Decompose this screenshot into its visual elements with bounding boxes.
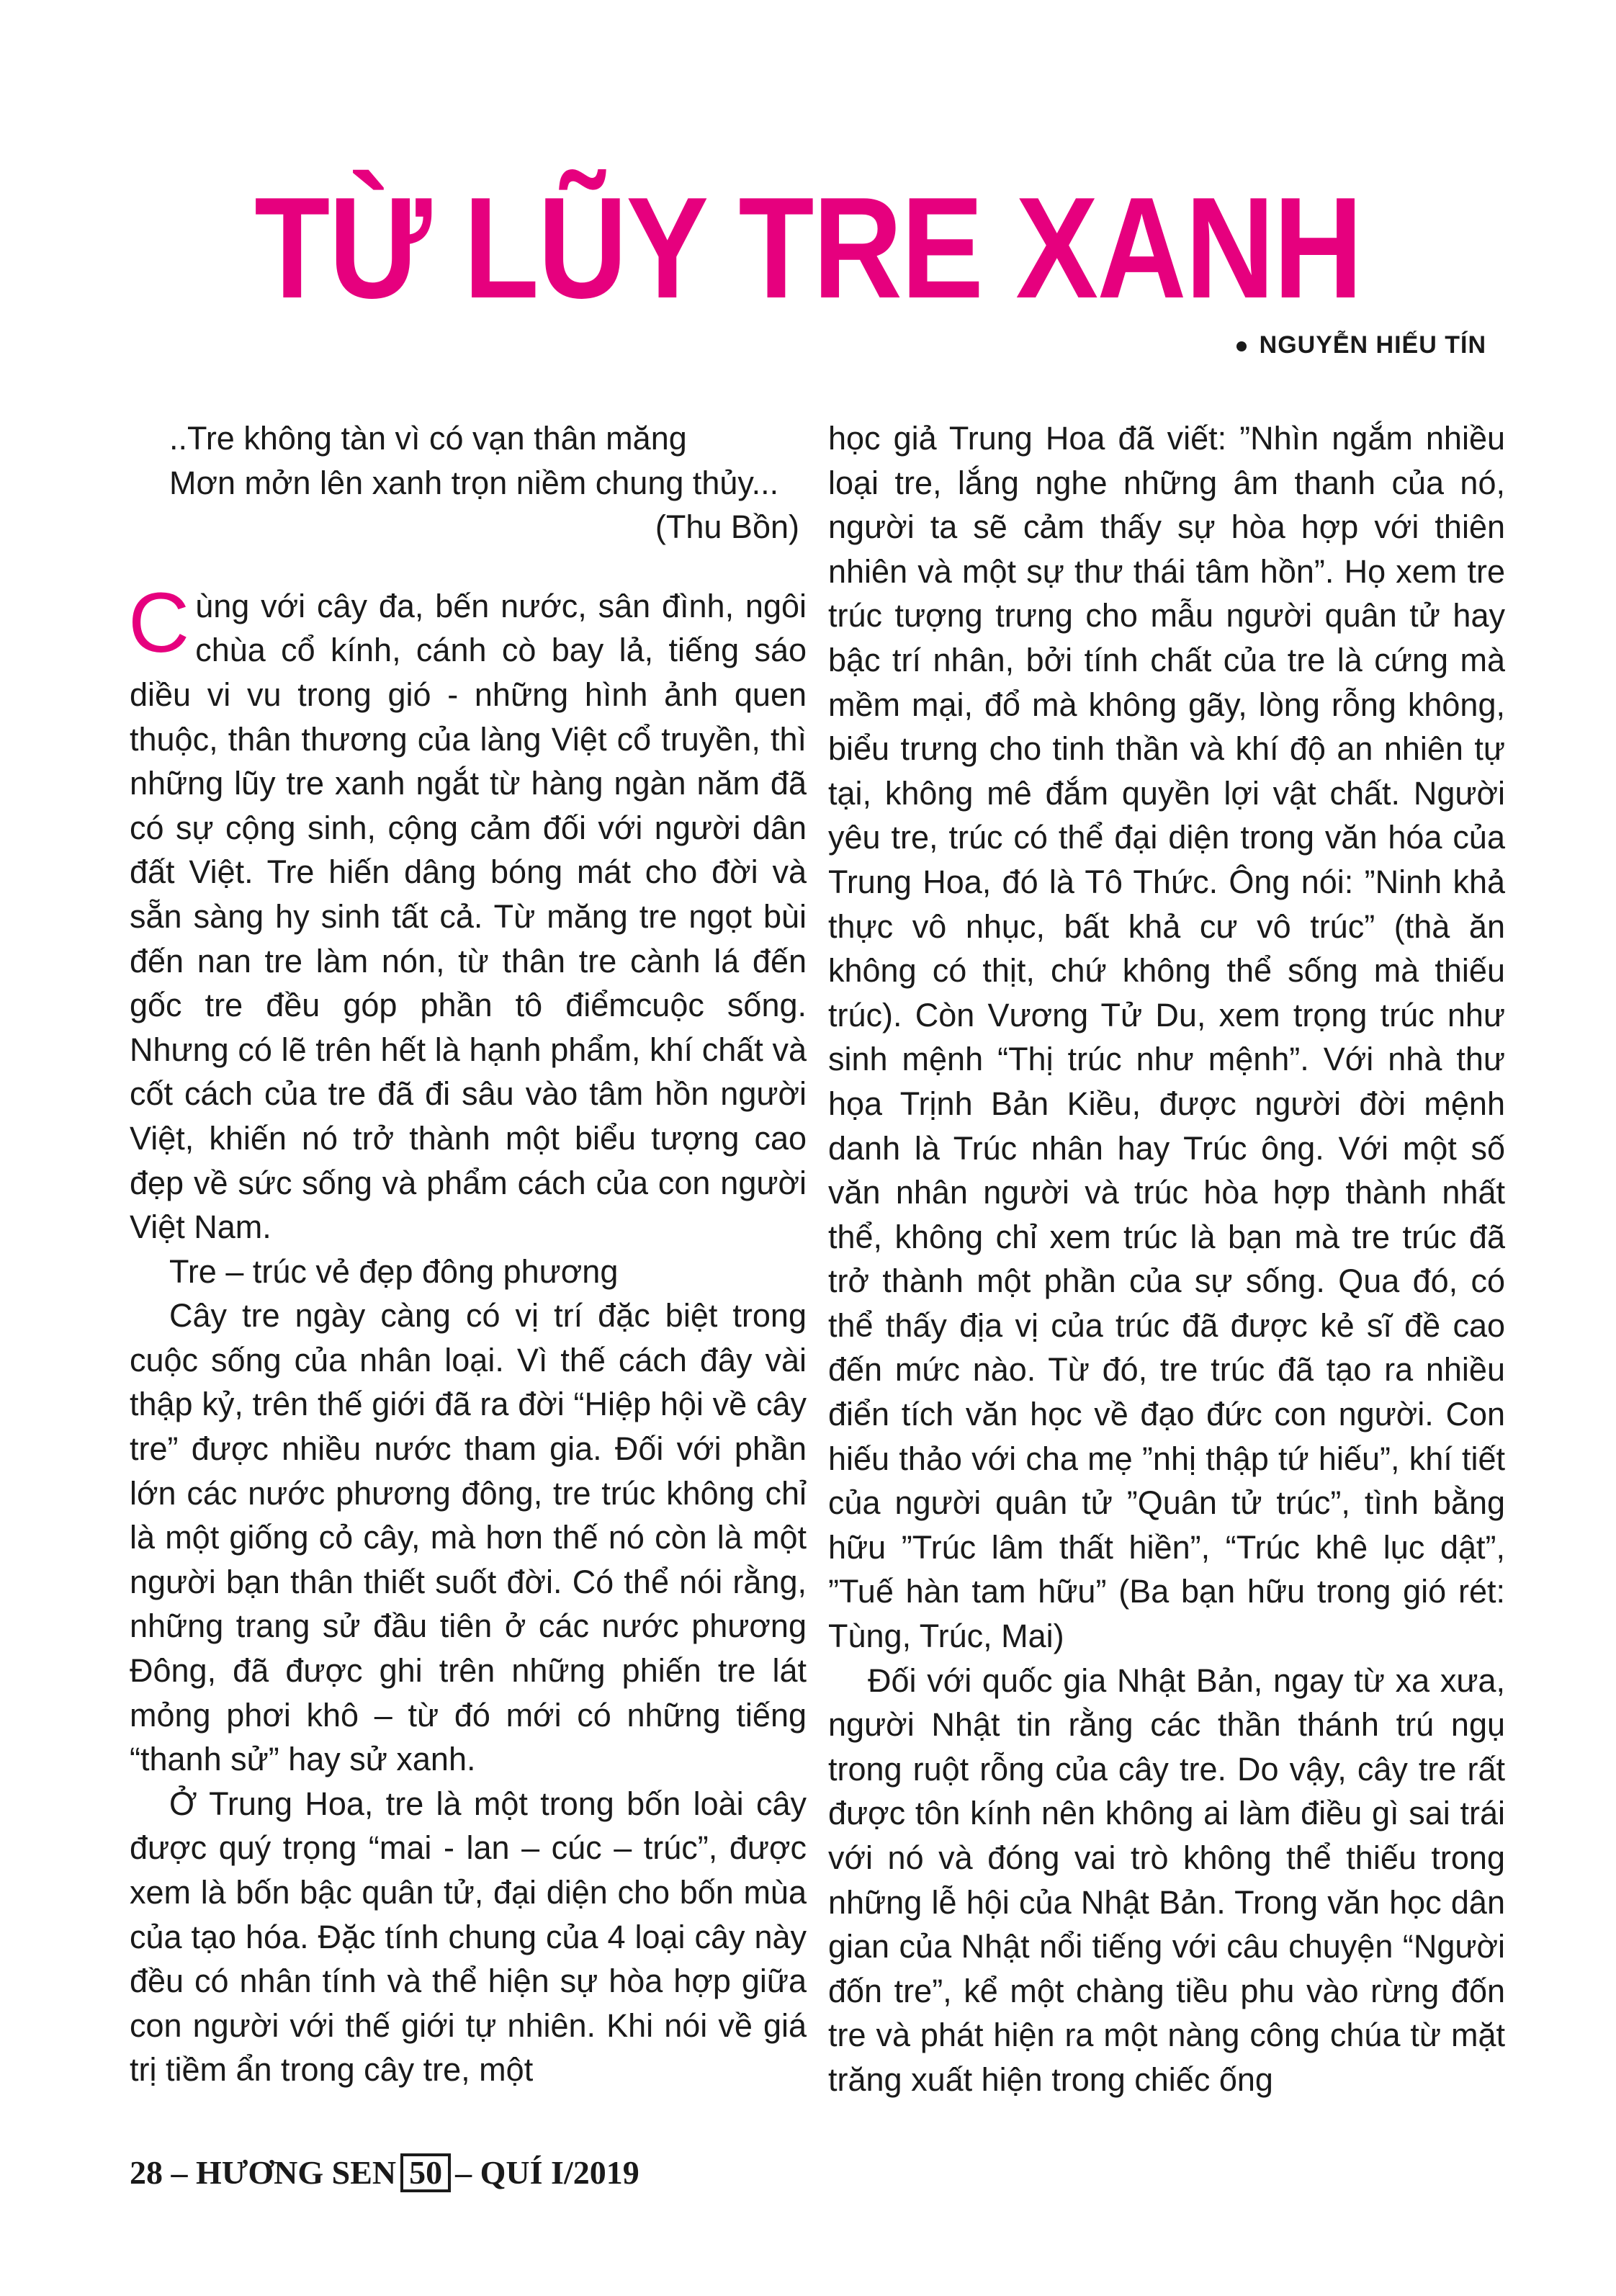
paragraph-2: Cây tre ngày càng có vị trí đặc biệt trong cuộc sống của nhân loại. Vì thế cách đây vài thập kỷ, trên thế giới đã ra đời “Hiệp hội về cây tre” được nhiều nước tham gia. Đối với phần lớn các nước phương đông, tre trúc không chỉ là một giống cỏ cây, mà hơn thế nó còn là một người bạn thân thiết suốt đời. Có thể nói rằng, những trang sử đầu tiên ở các nước phương Đông, đã được ghi trên những phiến tre lát mỏng phơi khô – từ đó mới có những tiếng “thanh sử” hay sử xanh. bbox=[130, 1297, 807, 1778]
section-subhead: Tre – trúc vẻ đẹp đông phương bbox=[169, 1252, 619, 1290]
paragraph-3: Ở Trung Hoa, tre là một trong bốn loài cây được quý trọng “mai - lan – cúc – trúc”, được xem là bốn bậc quân tử, đại diện cho bốn mùa của tạo hóa. Đặc tính chung của 4 loại cây này đều có nhân tính và thể hiện sự hòa hợp giữa con người với thế giới tự nhiên. Khi nói về giá trị tiềm ẩn trong cây tre, một bbox=[130, 1785, 807, 2089]
page-footer bbox=[130, 2153, 639, 2192]
page-number: 28 bbox=[130, 2154, 163, 2191]
paragraph-5: Đối với quốc gia Nhật Bản, ngay từ xa xưa, người Nhật tin rằng các thần thánh trú ngụ trong ruột rỗng của cây tre. Do vậy, cây tre rất được tôn kính nên không ai làm điều gì sai trái với nó và đóng vai trò không thể thiếu trong những lễ hội của Nhật Bản. Trong văn học dân gian của Nhật nổi tiếng với câu chuyện “Người đốn tre”, kể một chàng tiều phu vào rừng đốn tre và phát hiện ra một nàng công chúa từ mặt trăng xuất hiện trong chiếc ống bbox=[828, 1662, 1505, 2098]
paragraph-1 bbox=[128, 575, 807, 1250]
drop-cap: C bbox=[128, 575, 190, 671]
magazine-name: HƯƠNG SEN bbox=[196, 2154, 397, 2191]
article-title: TỪ LŨY TRE XANH bbox=[254, 168, 1362, 328]
epigraph-line-1: ..Tre không tàn vì có vạn thân măng bbox=[169, 420, 687, 457]
paragraph-4: học giả Trung Hoa đã viết: ”Nhìn ngắm nhiều loại tre, lắng nghe những âm thanh của nó, người ta sẽ cảm thấy sự hòa hợp với thiên nhiên và một sự thư thái tâm hồn”. Họ xem tre trúc tượng trưng cho mẫu người quân tử hay bậc trí nhân, bởi tính chất của tre là cứng mà mềm mại, đổ mà không gãy, lòng rỗng không, biểu trưng cho tinh thần và khí độ an nhiên tự tại, không mê đắm quyền lợi vật chất. Người yêu tre, trúc có thể đại diện trong văn hóa của Trung Hoa, đó là Tô Thức. Ông nói: ”Ninh khả thực vô nhục, bất khả cư vô trúc” (thà ăn không có thịt, chứ không thể sống mà thiếu trúc). Còn Vương Tử Du, xem trọng trúc như sinh mệnh “Thị trúc như mệnh”. Với nhà thư họa Trịnh Bản Kiều, được người đời mệnh danh là Trúc nhân hay Trúc ông. Với một số văn nhân người và trúc hòa hợp thành nhất thể, không chỉ xem trúc là bạn mà tre trúc đã trở thành một phần của sự sống. Qua đó, có thể thấy địa vị của trúc đã được kẻ sĩ đề cao đến mức nào. Từ đó, tre trúc đã tạo ra nhiều điển tích văn học về đạo đức con người. Con hiếu thảo với cha mẹ ”nhị thập tứ hiếu”, khí tiết của người quân tử ”Quân tử trúc”, tình bằng hữu ”Trúc lâm thất hiền”, “Trúc khê lục dật”, ”Tuế hàn tam hữu” (Ba bạn hữu trong gió rét: Tùng, Trúc, Mai) bbox=[828, 420, 1505, 1655]
epigraph-line-2: Mơn mởn lên xanh trọn niềm chung thủy... bbox=[169, 464, 779, 501]
left-column bbox=[130, 416, 807, 2092]
issue-quarter: QUÍ I/2019 bbox=[480, 2154, 639, 2191]
right-column bbox=[828, 416, 1505, 2102]
epigraph-source: (Thu Bồn) bbox=[655, 508, 799, 546]
footer-dash-1: – bbox=[171, 2154, 188, 2191]
author-name: NGUYỄN HIẾU TÍN bbox=[1259, 331, 1486, 359]
paragraph-1-text: ùng với cây đa, bến nước, sân đình, ngôi chùa cổ kính, cánh cò bay lả, tiếng sáo diều vi vu trong gió - những hình ảnh quen thuộc, thân thương của làng Việt cổ truyền, thì những lũy tre xanh ngắt từ hàng ngàn năm đã có sự cộng sinh, cộng cảm đối với người dân đất Việt. Tre hiến dâng bóng mát cho đời và sẵn sàng hy sinh tất cả. Từ măng tre ngọt bùi đến nan tre làm nón, từ thân tre cành lá đến gốc tre đều góp phần tô điểmcuộc sống. Nhưng có lẽ trên hết là hạnh phẩm, khí chất và cốt cách của tre đã đi sâu vào tâm hồn người Việt, khiến nó trở thành một biểu tượng cao đẹp về sức sống và phẩm cách của con người Việt Nam. bbox=[130, 587, 807, 1246]
issue-number: 50 bbox=[400, 2153, 451, 2192]
author-byline bbox=[1236, 331, 1486, 359]
bullet-icon bbox=[1236, 341, 1247, 351]
footer-dash-2: – bbox=[455, 2154, 472, 2191]
